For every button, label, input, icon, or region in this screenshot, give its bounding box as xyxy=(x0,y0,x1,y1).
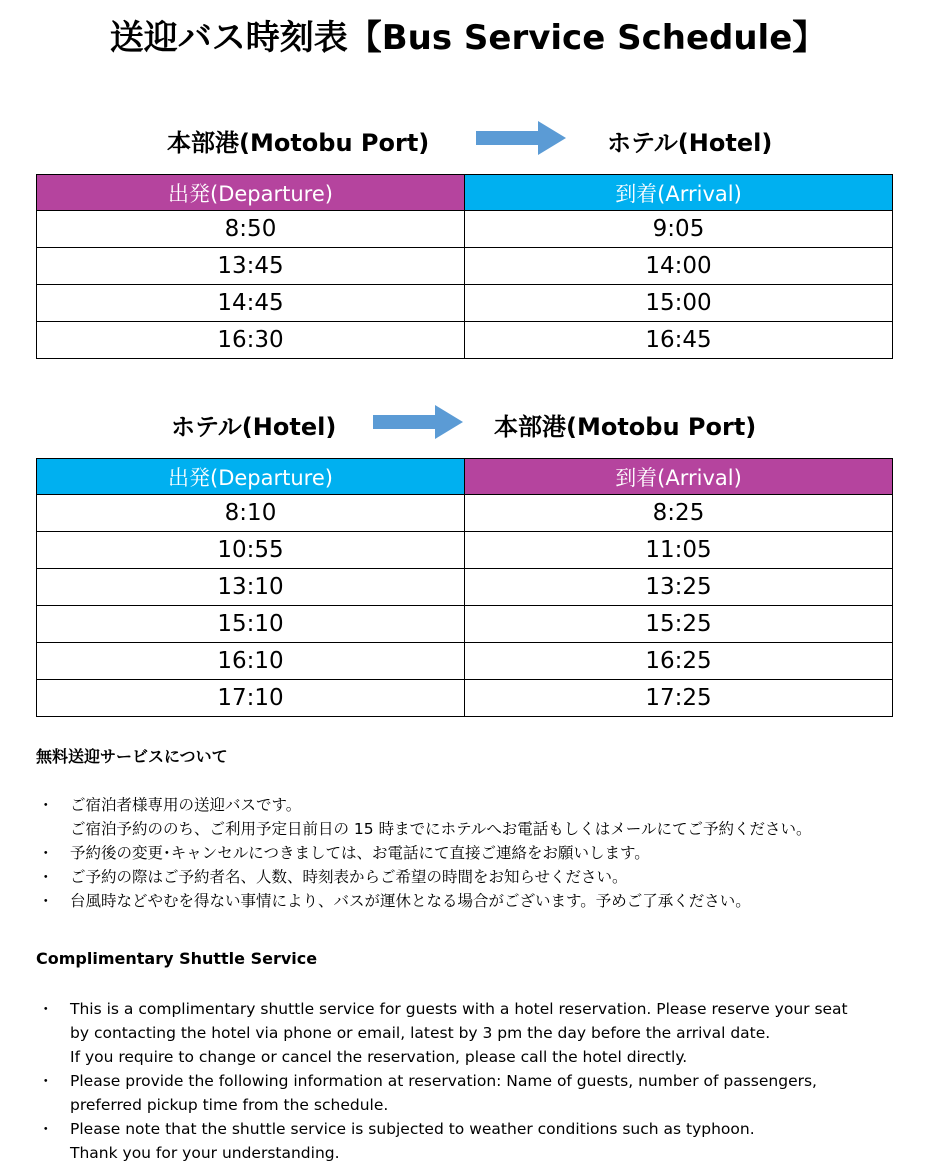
note-line: Please note that the shuttle service is subjected to weather conditions such as typhoon. xyxy=(70,1120,755,1138)
en-notes-heading: Complimentary Shuttle Service xyxy=(36,949,318,968)
note-line: If you require to change or cancel the reservation, please call the hotel directly. xyxy=(70,1048,688,1066)
bullet: ・ xyxy=(38,844,54,862)
departure-time: 8:50 xyxy=(37,211,465,248)
table-row xyxy=(37,248,893,285)
table-row xyxy=(37,532,893,569)
note-line: 予約後の変更･キャンセルにつきましては、お電話にて直接ご連絡をお願いします。 xyxy=(70,844,650,862)
note-line: 台風時などやむを得ない事情により、バスが運休となる場合がございます。予めご了承ください。 xyxy=(70,892,751,910)
table-row xyxy=(37,569,893,606)
en-notes-list xyxy=(36,997,916,1165)
arrival-header: 到着(Arrival) xyxy=(465,459,893,495)
arrival-time: 16:45 xyxy=(465,322,893,359)
table-row xyxy=(37,680,893,717)
departure-header: 出発(Departure) xyxy=(37,175,465,211)
arrival-time: 16:25 xyxy=(465,643,893,680)
list-item xyxy=(36,889,916,913)
list-item xyxy=(36,997,916,1069)
jp-notes-heading: 無料送迎サービスについて xyxy=(36,747,228,766)
arrival-time: 9:05 xyxy=(465,211,893,248)
departure-time: 17:10 xyxy=(37,680,465,717)
arrival-header: 到着(Arrival) xyxy=(465,175,893,211)
list-item xyxy=(36,1069,916,1117)
route2-to: 本部港(Motobu Port) xyxy=(494,413,757,441)
departure-time: 13:10 xyxy=(37,569,465,606)
route1-from: 本部港(Motobu Port) xyxy=(167,129,430,157)
bullet: ・ xyxy=(38,868,54,886)
note-line: Thank you for your understanding. xyxy=(70,1144,340,1162)
bullet: ・ xyxy=(38,892,54,910)
table-row xyxy=(37,285,893,322)
page-title: 送迎バス時刻表【Bus Service Schedule】 xyxy=(109,18,827,58)
route2-table xyxy=(36,458,893,717)
departure-time: 14:45 xyxy=(37,285,465,322)
list-item xyxy=(36,841,916,865)
departure-header: 出発(Departure) xyxy=(37,459,465,495)
departure-time: 13:45 xyxy=(37,248,465,285)
jp-notes-list xyxy=(36,793,916,913)
arrival-time: 13:25 xyxy=(465,569,893,606)
list-item xyxy=(36,1117,916,1165)
note-line: Please provide the following information at reservation: Name of guests, number of passengers, xyxy=(70,1072,817,1090)
bullet: ・ xyxy=(38,1120,54,1138)
bullet: ・ xyxy=(38,796,54,814)
departure-time: 16:30 xyxy=(37,322,465,359)
departure-time: 8:10 xyxy=(37,495,465,532)
note-line: ご宿泊者様専用の送迎バスです。 xyxy=(70,796,302,814)
arrival-time: 17:25 xyxy=(465,680,893,717)
note-line: preferred pickup time from the schedule. xyxy=(70,1096,389,1114)
table-row xyxy=(37,606,893,643)
departure-time: 10:55 xyxy=(37,532,465,569)
table-row xyxy=(37,322,893,359)
arrival-time: 14:00 xyxy=(465,248,893,285)
right-arrow-icon xyxy=(476,121,566,155)
arrival-time: 15:25 xyxy=(465,606,893,643)
departure-time: 15:10 xyxy=(37,606,465,643)
note-line: by contacting the hotel via phone or email, latest by 3 pm the day before the arrival date. xyxy=(70,1024,771,1042)
arrival-time: 15:00 xyxy=(465,285,893,322)
right-arrow-icon xyxy=(373,405,463,439)
list-item xyxy=(36,865,916,889)
table-row xyxy=(37,495,893,532)
departure-time: 16:10 xyxy=(37,643,465,680)
route1-to: ホテル(Hotel) xyxy=(607,129,773,157)
note-line: ご宿泊予約ののち、ご利用予定日前日の 15 時までにホテルへお電話もしくはメールにてご予約ください。 xyxy=(70,820,812,838)
bullet: ・ xyxy=(38,1000,54,1018)
route1-table xyxy=(36,174,893,359)
route2-from: ホテル(Hotel) xyxy=(171,413,337,441)
arrival-time: 8:25 xyxy=(465,495,893,532)
arrival-time: 11:05 xyxy=(465,532,893,569)
table-row xyxy=(37,643,893,680)
table-row xyxy=(37,211,893,248)
note-line: This is a complimentary shuttle service for guests with a hotel reservation. Please reserve your seat xyxy=(70,1000,848,1018)
list-item xyxy=(36,793,916,841)
note-line: ご予約の際はご予約者名、人数、時刻表からご希望の時間をお知らせください。 xyxy=(70,868,628,886)
bullet: ・ xyxy=(38,1072,54,1090)
